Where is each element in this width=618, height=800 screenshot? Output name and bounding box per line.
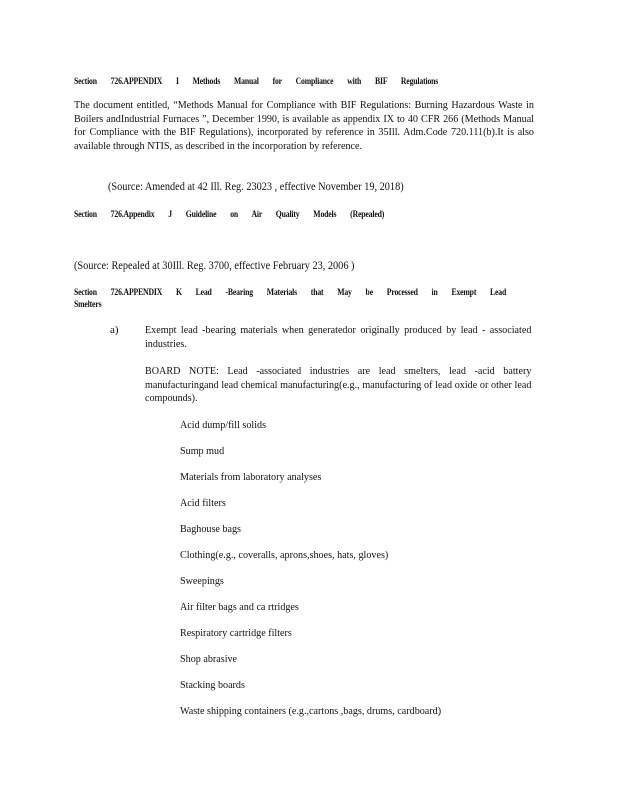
section-heading-text: Section 726.APPENDIX I Methods Manual for Compliance with BIF Regulations: [74, 76, 439, 86]
item-label-a: a): [110, 324, 119, 336]
list-item: Air filter bags and ca rtridges: [180, 601, 299, 613]
section-heading-text: Section 726.APPENDIX K Lead -Bearing Materials that May be Processed in Exempt Lead: [74, 287, 507, 297]
list-item: Stacking boards: [180, 679, 245, 691]
section-heading-appendix-k-cont: [74, 299, 101, 309]
appendix-i-source: (Source: Amended at 42 Ill. Reg. 23023 , effective November 19, 2018): [108, 181, 404, 193]
section-heading-text: Section 726.Appendix J Guideline on Air Quality Models (Repealed): [74, 209, 385, 219]
list-item: Respiratory cartridge filters: [180, 627, 292, 639]
list-item: Clothing(e.g., coveralls, aprons,shoes, hats, gloves): [180, 549, 389, 561]
list-item: Shop abrasive: [180, 653, 238, 665]
appendix-i-body: The document entitled, “Methods Manual for Compliance with BIF Regulations: Burning Hazardous Waste in Boilers andIndustrial Furnaces ”, December 1990, is available as appendix IX to 40 CFR 266 (Methods Manual for Compliance with the BIF Regulations), incorporated by reference in 35Ill. Adm.Code 720.111(b).It is also available through NTIS, as described in the incorporation by reference.: [74, 99, 534, 152]
list-item: Sweepings: [180, 575, 224, 587]
section-heading-appendix-j: [74, 209, 384, 219]
list-item: Sump mud: [180, 445, 225, 457]
section-heading-appendix-k: [74, 287, 506, 297]
item-a-text: Exempt lead -bearing materials when generatedor originally produced by lead - associated industries.: [145, 324, 532, 350]
list-item: Waste shipping containers (e.g.,cartons ,bags, drums, cardboard): [180, 705, 442, 717]
appendix-j-source: (Source: Repealed at 30Ill. Reg. 3700, effective February 23, 2006 ): [74, 260, 355, 272]
section-heading-text-cont: Smelters: [74, 299, 102, 309]
section-heading-appendix-i: [74, 76, 438, 86]
board-note: BOARD NOTE: Lead -associated industries are lead smelters, lead -acid battery manufacturingand lead chemical manufacturing(e.g., manufacturing of lead oxide or other lead compounds).: [145, 365, 532, 405]
list-item: Materials from laboratory analyses: [180, 471, 322, 483]
list-item: Acid dump/fill solids: [180, 419, 267, 431]
list-item: Acid filters: [180, 497, 226, 509]
list-item: Baghouse bags: [180, 523, 241, 535]
